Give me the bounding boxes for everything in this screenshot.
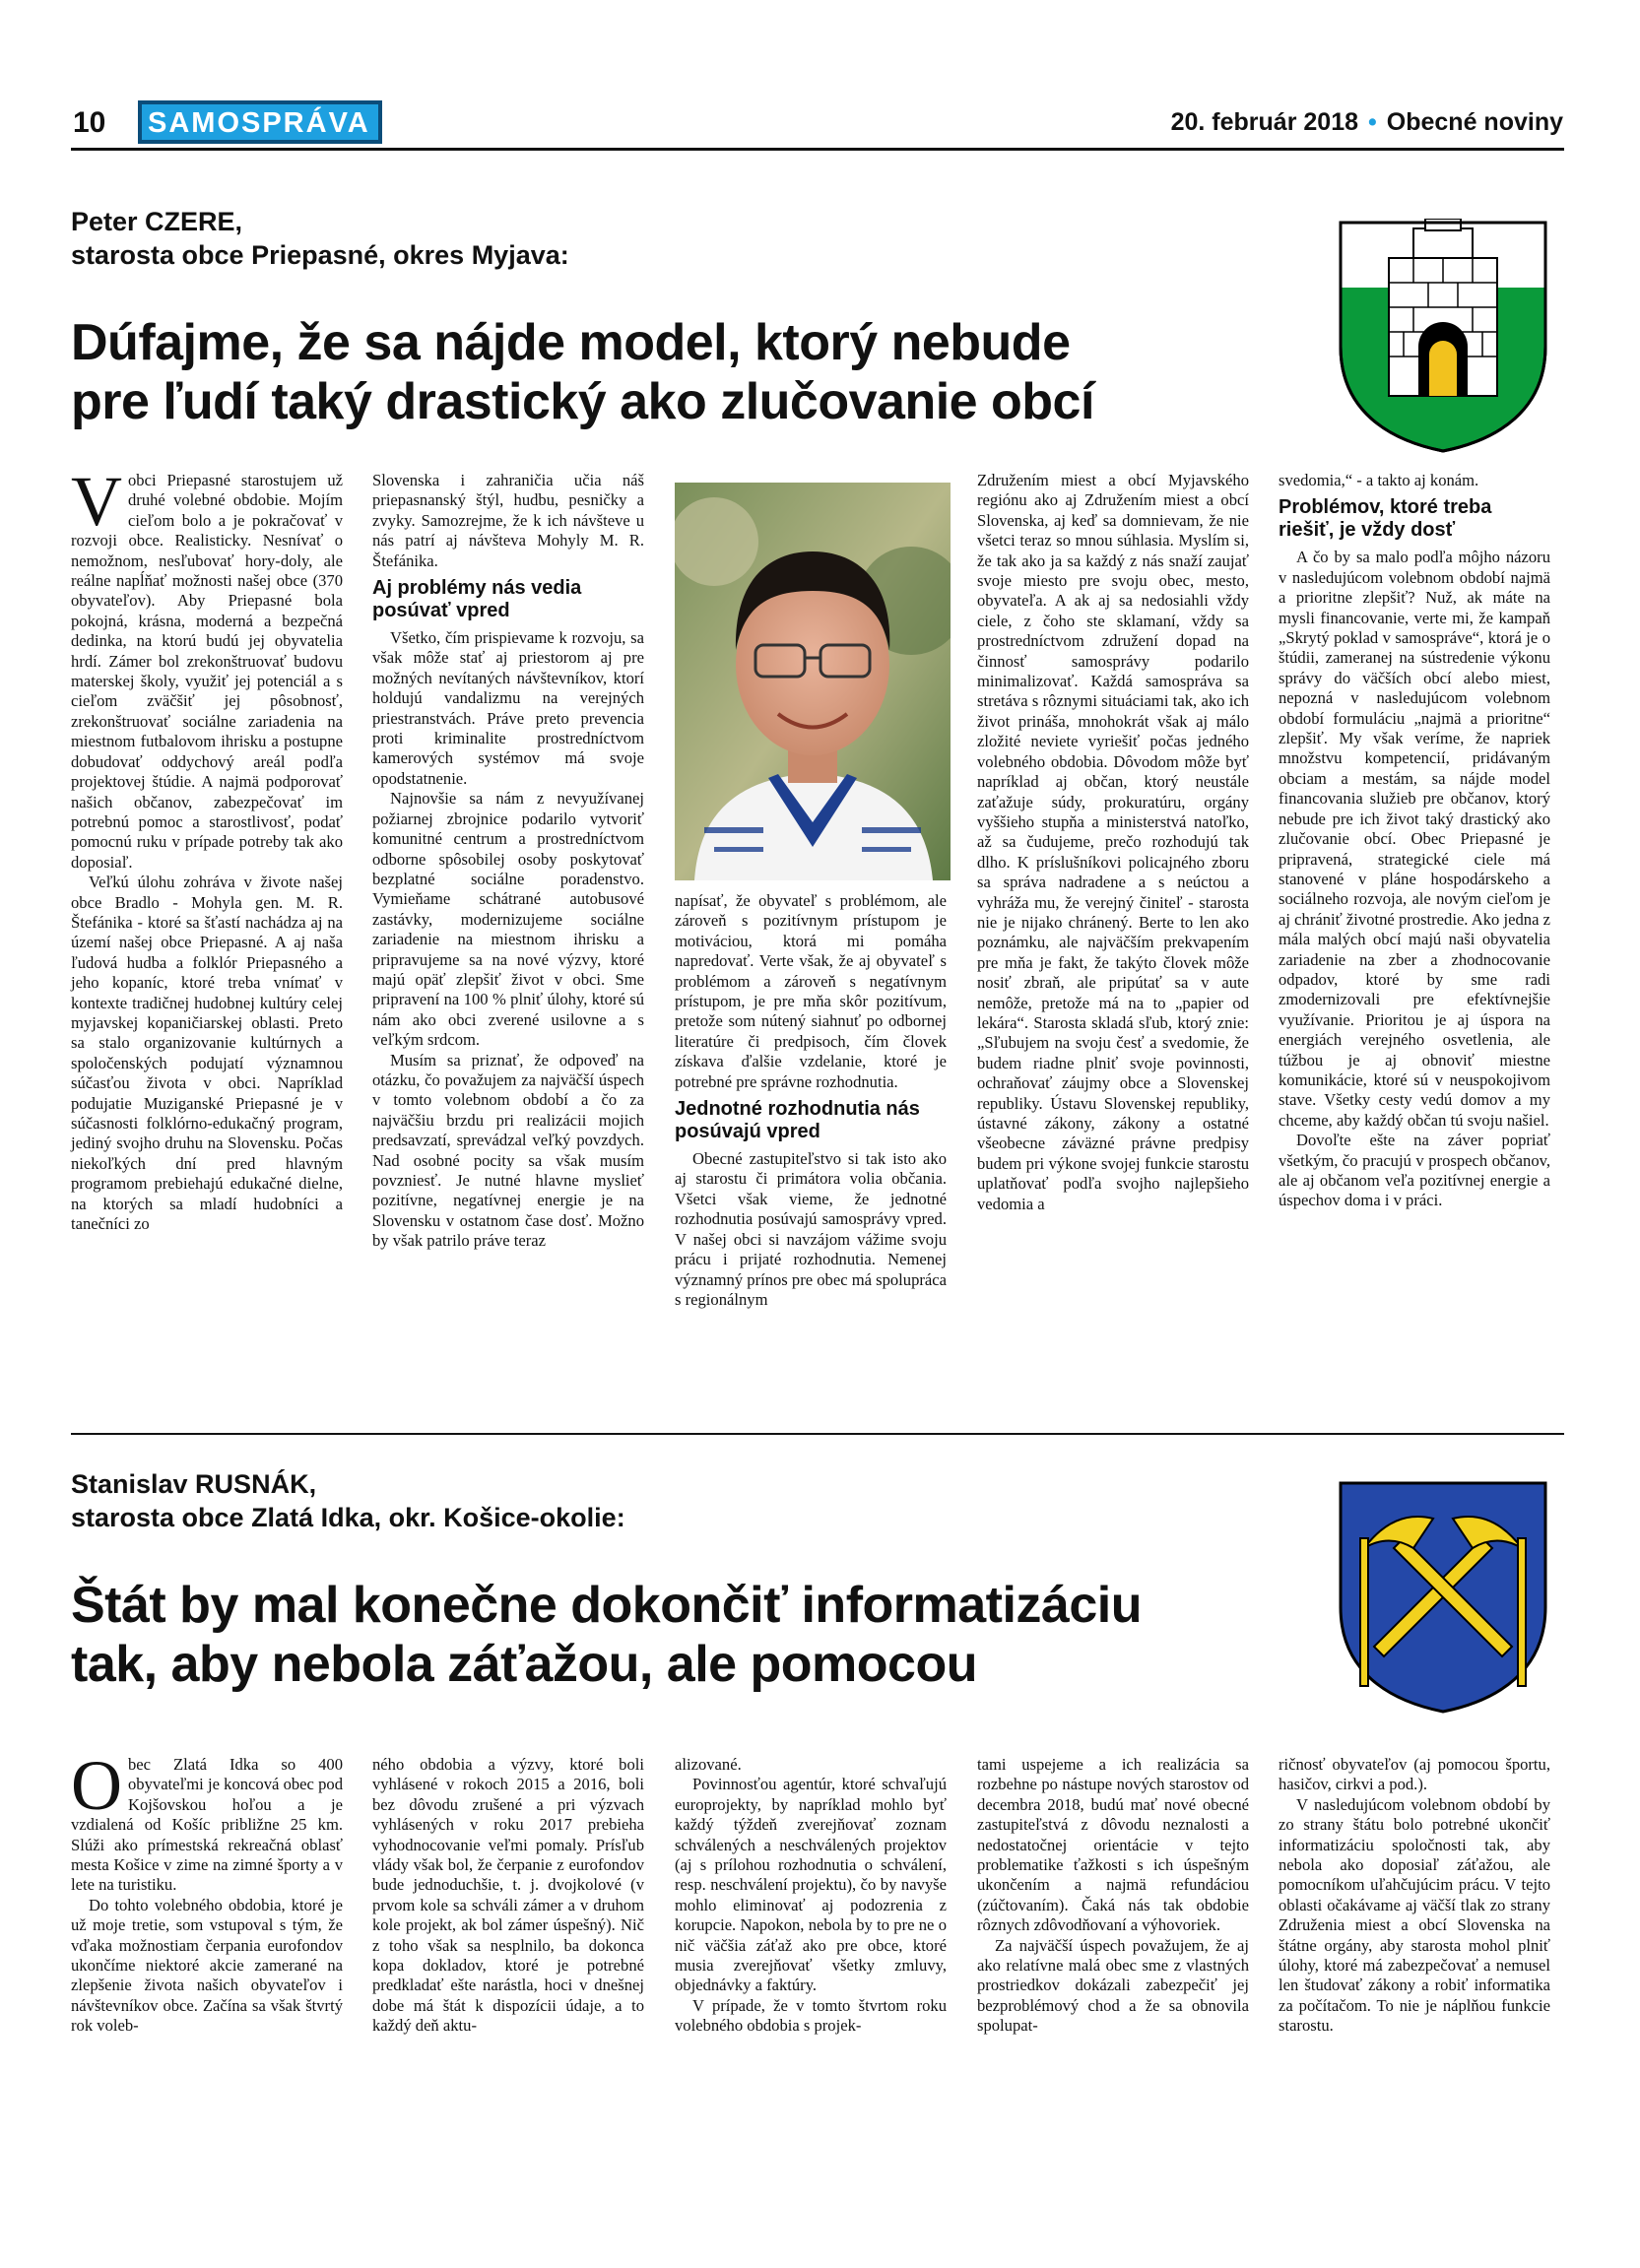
paragraph: napísať, že obyvateľ s problémom, ale zároveň s pozitívnym prístupom je motiváciou, ktorá mi pomáha napredovať. Verte však, že aj obyvateľ s problémom a zároveň s negatívnym prístupom, je pre mňa skôr pozitívum, pretože som nútený siahnuť po odbornej literatúre či predpisoch, čím človek získava ďalšie vzdelanie, ktoré je potrebné pre správne rozhodnutia. [675,891,947,1091]
article1-column-4 [977,471,1249,1214]
article1-author [71,205,569,272]
issue-info [1171,108,1563,137]
separator-dot: • [1368,108,1377,136]
paragraph: Slovenska i zahraničia učia náš priepasnanský štýl, hudbu, pesničky a zvyky. Samozrejme, že k ich návšteve u nás patrí aj návšteva Mohyly M. R. Štefánika. [372,471,644,570]
issue-date: 20. február 2018 [1170,108,1359,136]
article1-headline [71,313,1094,431]
paragraph: V prípade, že v tomto štvrtom roku volebného obdobia s projek- [675,1995,947,2036]
portrait-photo-icon [675,483,951,880]
paragraph: Veľkú úlohu zohráva v živote našej obce Bradlo - Mohyla gen. M. R. Štefánika - ktoré sa šťastí nachádza aj na území našej obce Priepasné. A aj naša ľudová hudba a folklór Priepasného a jeho kopaníc, ktoré treba vnímať v kontexte tradičnej hudobnej kultúry celej myjavskej kopaničiarskej oblasti. Preto sa stalo organizovanie kultúrnych a spoločenských podujatí významnou súčasťou života v obci. Napríklad podujatie Muziganské Priepasné je v súčasnosti folklórno-edukačný program, jediný svojho druhu na Slovensku. Počas niekoľkých dní pred hlavným programom prebiehajú edukačné dielne, na ktorých sa mladí hudobníci a tanečníci zo [71,873,343,1234]
paragraph: Najnovšie sa nám z nevyužívanej požiarnej zbrojnice podarilo vytvoriť komunitné centrum a prostredníctvom odborne spôsobilej osoby poskytovať bezplatné sociálne poradenstvo. Vymieňame schátrané autobusové zastávky, modernizujeme sociálne zariadenie na miestnom ihrisku a pripravujeme sa na nové výzvy, ktoré majú opäť zlepšiť život v obci. Sme pripravení na 100 % plniť úlohy, ktoré sú nám ako obci zverené usilovne a s veľkým srdcom. [372,789,644,1050]
paragraph: tami uspejeme a ich realizácia sa rozbehne po nástupe nových starostov od decembra 2018, budú mať nové obecné zastupiteľstvá z dôvodu neznalosti a nedostatočnej orientácie v tejto problematike ťažkosti s ich úspešným ukončením a najmä refundáciou (zúčtovaním). Čaká nás tak obdobie rôznych zdôvodňovaní a výhovoriek. [977,1755,1249,1935]
author-role: starosta obce Priepasné, okres Myjava: [71,240,569,270]
paragraph: Združením miest a obcí Myjavského regiónu ako aj Združením miest a obcí Slovenska, aj keď sa domnievam, že nie všetci teraz so mnou súhlasia. Myslím si, že tak ako ja sa každý z nás snaží zaujať svoje miesto pre svoju obec, mesto, obyvateľa. A ak aj sa nedosiahli vždy ciele, z čoho ste sklamaní, vždy sa prostredníctvom združení dopad na činnosť samosprávy podarilo minimalizovať. Každá samospráva sa stretáva s rôznymi situáciami tak, ako ich život prináša, mnohokrát však aj málo zložité neviete vyriešiť počas jedného volebného obdobia. Dôvodom môže byť napríklad aj občan, ktorý neustále zaťažuje súdy, prokuratúru, orgány vyššieho stupňa a ministerstvá natoľko, až sa čudujeme, prečo rozhodujú tak dlho. K príslušníkovi policajného zboru sa správa nadradene a s neúctou a vyhráža mu, že verejný činiteľ - starosta nie je nijako chránený. Berte to len ako poznámku, ale najväčším prekvapením pre mňa je fakt, že takýto človek môže nosiť zbraň, ale pripútať sa v aute nemôže, pretože má na to „papier od lekára“. Starosta skladá sľub, ktorý znie: „Sľubujem na svoju česť a svedomie, že budem riadne plniť svoje povinnosti, ochraňovať záujmy obce a Slovenskej republiky. Ústavu Slovenskej republiky, ústavné zákony, zákony a ostatné všeobecne záväzné právne predpisy budem pri výkone svojej funkcie starostu uplatňovať podľa svojho najlepšieho vedomia a [977,471,1249,1213]
headline-line: Dúfajme, že sa nájde model, ktorý nebude [71,314,1071,371]
article1-column-2 [372,471,644,1252]
paragraph: Povinnosťou agentúr, ktoré schvaľujú europrojekty, by napríklad mohlo byť každý týždeň zverejňovať zoznam schválených a neschválených projektov (aj s prílohou rozhodnutia o schválení, resp. neschválení projektu), čo by navyše mohlo eliminovať aj podozrenia z korupcie. Napokon, nebola by to pre ne o nič väčšia záťaž ako pre obce, ktoré musia zverejňovať všetky zmluvy, objednávky a faktúry. [675,1775,947,1995]
subheading: Problémov, ktoré treba riešiť, je vždy dosť [1279,496,1492,542]
paragraph: ného obdobia a výzvy, ktoré boli vyhlásené v rokoch 2015 a 2016, boli bez dôvodu zrušené a pri výzvach vyhlásených v roku 2017 prebieha vyhodnocovanie veľmi pomaly. Prísľub vlády však bol, že čerpanie z eurofondov bude jednoduchšie, t. j. dvojkolové (v prvom kole sa schváli zámer a v druhom kole projekt, ak bol zámer úspešný). Nič z toho však sa nesplnilo, ba dokonca kopa dokladov, ktoré je potrebné predkladať ešte narástla, hoci v dnešnej dobe má štát k dispozícii údaje, a to každý deň aktu- [372,1755,644,2036]
paragraph: svedomia,“ - a takto aj konám. [1279,471,1479,489]
section-label: SAMOSPRÁVA [140,102,380,142]
subheading: Jednotné rozhodnutia nás posúvajú vpred [675,1098,920,1143]
headline-line: tak, aby nebola záťažou, ale pomocou [71,1636,978,1693]
author-name: Stanislav RUSNÁK, [71,1469,317,1499]
article2-headline [71,1576,1142,1694]
article1-column-3 [675,891,947,1310]
paragraph: Do tohto volebného obdobia, ktoré je už moje tretie, som vstupoval s tým, že vďaka možnostiam čerpania eurofondov ukončíme niektoré akcie zamerané na zlepšenie života našich obyvateľov i návštevníkov obce. Začína sa však štvrtý rok voleb- [71,1895,343,2036]
article2-column-2 [372,1755,644,2037]
article2-column-5 [1279,1755,1550,2037]
drop-cap: V [71,462,122,541]
paragraph: alizované. [675,1755,742,1774]
author-name: Peter CZERE, [71,207,243,236]
article2-column-1 [71,1746,343,2037]
paragraph: Musím sa priznať, že odpoveď na otázku, čo považujem za najväčší úspech v tomto volebnom období a čo za najväčšiu brzdu pri realizácii mojich predsavzatí, sprevádzal veľký povzdych. Nad osobné pocity sa však musím povzniesť. Je nutné hlavne myslieť pozitívne, negatívnej energie je na Slovensku v ostatnom čase dosť. Možno by však patrilo práve teraz [372,1050,644,1251]
paragraph: Všetko, čím prispievame k rozvoju, sa však môže stať aj priestorom aj pre možných nevítaných návštevníkov, ktorí holdujú vandalizmu na verejných priestranstvách. Práve preto prevencia proti kriminalite prostredníctvom kamerových systémov má svoje opodstatnenie. [372,628,644,788]
paragraph: obci Priepasné starostujem už druhé volebné obdobie. Mojím cieľom bolo a je pokračovať v rozvoji obce. Realisticky. Nesnívať o nemožnom, nesľubovať hory-doly, ale reálne napĺňať možnosti našej obce (370 obyvateľov). Aby Priepasné bola pokojná, krásna, moderná a bezpečná dedinka, na ktorú budú jej obyvatelia hrdí. Zámer bol zrekonštruovať budovu materskej školy, využiť jej potenciál a s cieľom zväčšiť jej pôsobnosť, zrekonštruovať sociálne zariadenia na miestnom futbalovom ihrisku a postupne dobudovať oddychový areál podľa projektovej štúdie. A najmä podporovať našich občanov, zabezpečovať im potrebnú pomoc a starostlivosť, podať pomocnú ruku v prípade potreby tak ako doposiaľ. [71,471,343,872]
headline-line: Štát by mal konečne dokončiť informatizáciu [71,1577,1142,1634]
page-number: 10 [73,106,106,139]
author-role: starosta obce Zlatá Idka, okr. Košice-okolie: [71,1503,625,1532]
subheading: Aj problémy nás vedia posúvať vpred [372,577,582,622]
paragraph: bec Zlatá Idka so 400 obyvateľmi je koncová obec pod Kojšovskou hoľou a je vzdialená od Košíc približne 25 km. Slúži ako prímestská rekreačná oblasť mesta Košice v zime na zimné športy a v lete na turistiku. [71,1755,343,1895]
paragraph: Dovoľte ešte na záver popriať všetkým, čo pracujú v prospech občanov, ale aj občanom veľa pozitívnej energie a úspechov doma i v práci. [1279,1131,1550,1210]
coat-of-arms-priepasne-icon [1335,219,1551,455]
paragraph: Za najväčší úspech považujem, že aj ako relatívne malá obec sme z vlastných prostriedkov dokázali zabezpečiť jej bezproblémový chod a že sa obnovila spolupat- [977,1935,1249,2036]
article2-column-3 [675,1755,947,2037]
article2-author [71,1467,625,1534]
article-divider [71,1433,1564,1435]
article1-column-5 [1279,471,1550,1211]
paragraph: Obecné zastupiteľstvo si tak isto ako aj starostu či primátora volia občania. Všetci však vieme, že jednotné rozhodnutia posúvajú samosprávy vpred. V našej obci si navzájom vážime svoju prácu i prijaté rozhodnutia. Nemenej významný prínos pre obec má spolupráca s regionálnym [675,1149,948,1309]
paragraph: ričnosť obyvateľov (aj pomocou športu, hasičov, cirkvi a pod.). [1279,1755,1550,1794]
coat-of-arms-zlata-idka-icon [1335,1479,1551,1716]
paragraph: V nasledujúcom volebnom období by zo strany štátu bolo potrebné ukončiť informatizáciu spoločnosti tak, aby nebola ako doposiaľ záťažou, ale pomocníkom uľahčujúcim prácu. V tejto oblasti očakávame aj väčší tlak zo strany Združenia miest a obcí Slovenska na štátne orgány, aby starosta mohol plniť úlohy, ktoré má zabezpečovať a nemusel len študovať zákony a robiť informatika za počítačom. To nie je náplňou funkcie starostu. [1279,1794,1550,2036]
paragraph: A čo by sa malo podľa môjho názoru v nasledujúcom volebnom období najmä a prioritne zlepšiť? Nuž, ak máte na mysli financovanie, verte mi, že kampaň „Skrytý poklad v samospráve“, ktorá je o štúdii, zameranej na sústredenie výkonu správy do väčších obcí alebo miest, nepozná v nasledujúcom volebnom období formuláciu „najmä a prioritne“ zlepšiť. My však veríme, že napriek množstvu kompetencií, pridávaným obciam a mestám, sa nájde model financovania služieb pre občanov, ktorý nebude pre ich život taký drastický ako zlučovanie obcí. Obec Priepasné je pripravená, strategické ciele má stanovené v pláne hospodárskeho a sociálneho rozvoja, ale novým cieľom je aj chrániť životné prostredie. Ako jedna z mála malých obcí majú naši obyvatelia zariadenie na zber a zhodnocovanie odpadov, ktoré by sme radi zmodernizovali pre efektívnejšie využívanie. Prioritou je aj úspora na energiách verejného osvetlenia, ale túžbou je aj obnoviť miestne komunikácie, ktoré sú v neuspokojivom stave. Všetky cesty vedú domov a my chceme, aby každý občan tú svoju našiel. [1279,548,1550,1130]
drop-cap: O [71,1746,122,1825]
headline-line: pre ľudí taký drastický ako zlučovanie obcí [71,373,1094,430]
article1-column-1 [71,462,343,1234]
header-rule [71,148,1564,151]
article2-column-4 [977,1755,1249,2037]
paper-name: Obecné noviny [1386,108,1563,136]
